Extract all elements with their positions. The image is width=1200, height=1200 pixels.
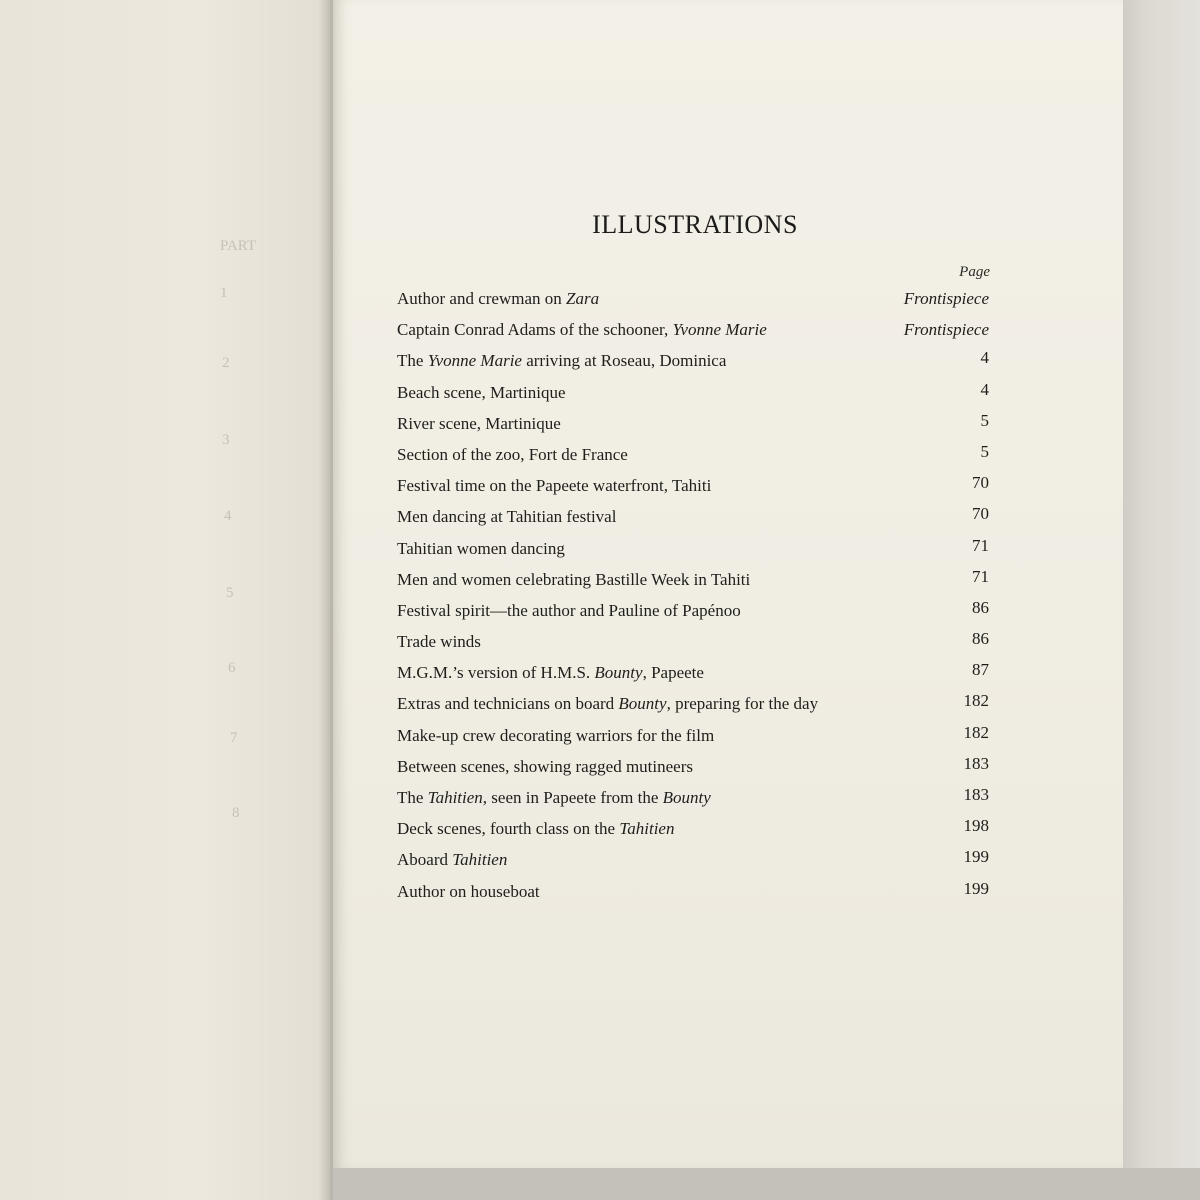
caption-text: Trade winds <box>397 632 481 652</box>
page-number: 86 <box>972 597 989 617</box>
illustration-caption <box>397 568 750 592</box>
caption-text: Deck scenes, fourth class on the <box>397 819 620 839</box>
show-through-text: 2 <box>222 355 230 371</box>
caption-italic-text: Tahitien <box>452 850 508 870</box>
list-item <box>397 880 1017 911</box>
show-through-text: 7 <box>230 730 238 746</box>
page-number: 71 <box>972 566 989 586</box>
illustration-caption <box>397 599 741 623</box>
caption-text: Author and crewman on <box>397 289 567 308</box>
list-item <box>397 661 1017 692</box>
page-number: Frontispiece <box>903 289 989 308</box>
caption-italic-text: Tahitien <box>619 819 675 839</box>
caption-italic-text: Yvonne Marie <box>427 351 522 371</box>
caption-text: The <box>397 788 428 807</box>
illustration-caption <box>397 661 704 685</box>
list-item <box>397 817 1017 848</box>
list-item <box>397 630 1017 661</box>
list-item <box>397 692 1017 723</box>
page-number: 4 <box>980 379 989 399</box>
list-item <box>397 755 1017 786</box>
page-column-label: Page <box>959 264 990 280</box>
page-number: 70 <box>972 504 989 524</box>
show-through-text: 8 <box>232 805 240 821</box>
illustration-caption <box>397 318 767 342</box>
page-title: ILLUSTRATIONS <box>592 210 798 239</box>
caption-text: The <box>397 351 428 371</box>
caption-text: M.G.M.’s version of H.M.S. <box>397 663 595 683</box>
caption-text: , Papeete <box>642 663 704 683</box>
list-item <box>397 599 1017 630</box>
list-item <box>397 381 1017 412</box>
illustration-caption <box>397 848 507 872</box>
caption-text: Make-up crew decorating warriors for the film <box>397 725 715 745</box>
illustration-caption <box>397 817 674 841</box>
caption-text: Author on houseboat <box>397 881 540 901</box>
facing-page-left <box>0 0 330 1200</box>
table-surface <box>333 1168 1200 1200</box>
list-item <box>397 318 1017 349</box>
caption-text: Men and women celebrating Bastille Week in Tahiti <box>397 569 751 589</box>
caption-text: Captain Conrad Adams of the schooner, <box>397 320 673 340</box>
page-edges <box>1123 0 1200 1168</box>
caption-text: Tahitian women dancing <box>397 538 565 558</box>
show-through-text: 3 <box>222 432 230 448</box>
list-item <box>397 848 1017 879</box>
page-number: Frontispiece <box>903 320 989 340</box>
show-through-text: 6 <box>228 660 236 676</box>
list-item <box>397 349 1017 380</box>
illustration-caption <box>397 724 714 748</box>
show-through-text: 5 <box>226 585 234 601</box>
illustration-caption <box>397 537 565 561</box>
page-number: 183 <box>963 785 989 804</box>
illustration-caption <box>397 692 818 716</box>
caption-text: , seen in Papeete from the <box>482 788 663 807</box>
list-item <box>397 786 1017 817</box>
caption-italic-text: Bounty <box>662 788 711 807</box>
list-item <box>397 287 1017 318</box>
illustration-caption <box>397 349 726 373</box>
caption-italic-text: Yvonne Marie <box>672 320 767 340</box>
page-number: 199 <box>963 878 989 898</box>
illustration-caption <box>397 505 616 529</box>
page-number: 71 <box>972 535 989 555</box>
page-number: 199 <box>963 847 989 867</box>
illustration-caption <box>397 287 599 311</box>
illustration-caption <box>397 755 693 779</box>
show-through-text: PART <box>220 238 257 254</box>
list-item <box>397 505 1017 536</box>
caption-text: River scene, Martinique <box>397 413 561 433</box>
page-number: 86 <box>972 629 989 649</box>
page-number: 183 <box>963 753 989 773</box>
list-item <box>397 568 1017 599</box>
caption-text: arriving at Roseau, Dominica <box>521 351 727 371</box>
illustration-caption <box>397 474 711 498</box>
illustrations-list <box>397 287 1017 911</box>
page-number: 87 <box>972 660 989 680</box>
caption-text: Festival spirit—the author and Pauline of Papénoo <box>397 600 741 620</box>
list-item <box>397 412 1017 443</box>
caption-text: Festival time on the Papeete waterfront, Tahiti <box>397 476 712 496</box>
caption-text: Section of the zoo, Fort de France <box>397 444 628 464</box>
caption-italic-text: Tahitien <box>427 788 483 807</box>
caption-italic-text: Zara <box>566 289 600 308</box>
illustration-caption <box>397 412 561 436</box>
page-number: 5 <box>980 441 989 461</box>
list-item <box>397 537 1017 568</box>
illustration-caption <box>397 880 540 904</box>
show-through-text: 4 <box>224 508 232 524</box>
show-through-text: 1 <box>220 285 228 301</box>
caption-text: Extras and technicians on board <box>397 694 619 714</box>
caption-text: Men dancing at Tahitian festival <box>397 507 617 527</box>
list-item <box>397 724 1017 755</box>
illustration-caption <box>397 630 481 654</box>
page-number: 182 <box>963 691 989 711</box>
caption-text: Beach scene, Martinique <box>397 382 566 402</box>
illustration-caption <box>397 443 628 467</box>
page-number: 198 <box>963 816 989 836</box>
illustration-caption <box>397 786 711 810</box>
caption-italic-text: Bounty <box>618 694 667 714</box>
list-item <box>397 443 1017 474</box>
caption-text: Between scenes, showing ragged mutineers <box>397 756 693 776</box>
caption-italic-text: Bounty <box>594 663 643 683</box>
page-number: 4 <box>980 348 989 368</box>
caption-text: Aboard <box>397 850 453 870</box>
list-item <box>397 474 1017 505</box>
page-number: 182 <box>963 722 989 742</box>
page-number: 5 <box>980 410 989 430</box>
page-number: 70 <box>972 473 989 493</box>
caption-text: , preparing for the day <box>666 694 819 714</box>
illustration-caption <box>397 381 566 405</box>
